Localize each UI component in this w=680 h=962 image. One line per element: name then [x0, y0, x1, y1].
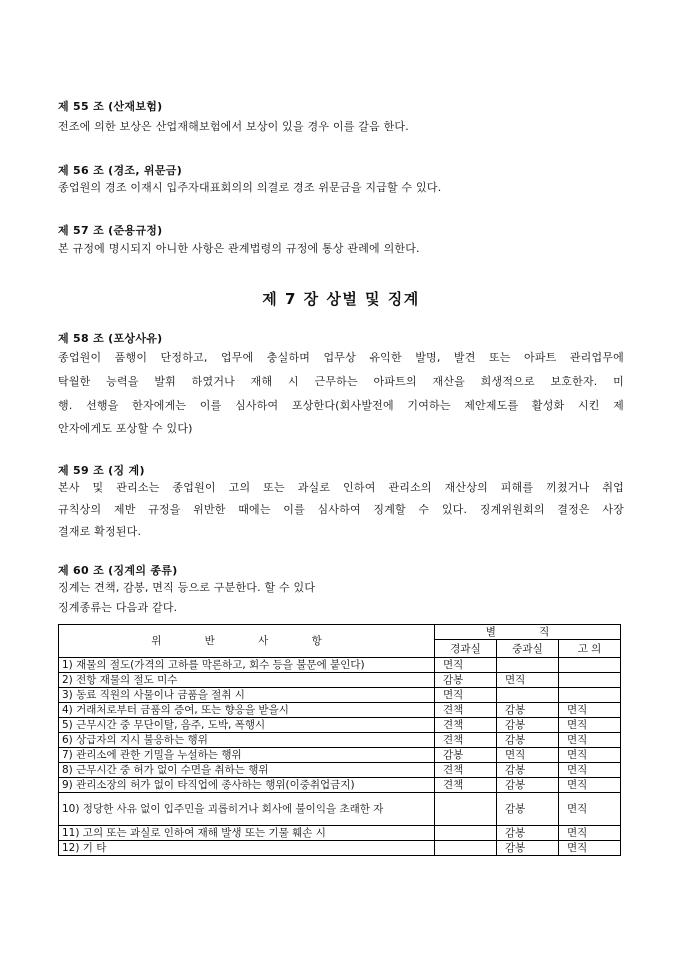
light-negligence-header: 경과실 [435, 640, 497, 658]
article-59-line-1: 본사 및 관리소는 종업원이 고의 또는 과실로 인하여 관리소의 재산상의 피해를 끼쳤거나 취업 [58, 481, 624, 494]
intent-penalty-cell: 면직 [559, 763, 621, 778]
discipline-table [58, 624, 621, 856]
heavy-penalty-cell: 감봉 [497, 703, 559, 718]
table-row [59, 763, 621, 778]
heavy-penalty-cell: 감봉 [497, 718, 559, 733]
table-row [59, 688, 621, 703]
light-penalty-cell: 견책 [435, 718, 497, 733]
table-header-row [59, 625, 621, 640]
intent-penalty-cell [559, 673, 621, 688]
heavy-penalty-cell: 감봉 [497, 733, 559, 748]
light-penalty-cell: 견책 [435, 703, 497, 718]
violation-item: 2) 전항 재물의 절도 미수 [59, 673, 435, 688]
table-row [59, 778, 621, 793]
intent-penalty-cell: 면직 [559, 733, 621, 748]
heavy-penalty-cell: 감봉 [497, 793, 559, 826]
penalty-column-header: 별 직 [435, 625, 621, 640]
table-row [59, 718, 621, 733]
violation-item: 1) 재물의 절도(가격의 고하를 막론하고, 회수 등을 불문에 붙인다) [59, 658, 435, 673]
chapter-title: 제 7 장 상벌 및 징계 [262, 290, 420, 308]
article-56-body: 종업원의 경조 이재시 입주자대표회의의 의결로 경조 위문금을 지급할 수 있다. [58, 181, 442, 194]
article-57-body: 본 규정에 명시되지 아니한 사항은 관계법령의 규정에 통상 관례에 의한다. [58, 242, 420, 255]
table-row [59, 793, 621, 826]
light-penalty-cell [435, 841, 497, 856]
article-60-line-1: 징계는 견책, 감봉, 면직 등으로 구분한다. 할 수 있다 [58, 581, 316, 594]
intent-penalty-cell: 면직 [559, 748, 621, 763]
violation-item: 10) 정당한 사유 없이 입주민을 괴롭히거나 회사에 불이익을 초래한 자 [59, 793, 435, 826]
article-60-title: 제 60 조 (징계의 종류) [58, 564, 178, 577]
article-58-line-3: 행. 선행을 한자에게는 이를 심사하여 포상한다(회사발전에 기여하는 제안제도를 활성화 시킨 제 [58, 399, 624, 412]
heavy-penalty-cell: 면직 [497, 748, 559, 763]
article-58-title: 제 58 조 (포상사유) [58, 332, 163, 345]
article-58-line-4: 안자에게도 포상할 수 있다) [58, 422, 193, 435]
light-penalty-cell: 견책 [435, 763, 497, 778]
article-60-line-2: 징계종류는 다음과 같다. [58, 601, 178, 614]
gross-negligence-header: 중과실 [497, 640, 559, 658]
article-59-title: 제 59 조 (징 계) [58, 464, 145, 477]
heavy-penalty-cell: 감봉 [497, 841, 559, 856]
table-row [59, 826, 621, 841]
intent-penalty-cell: 면직 [559, 841, 621, 856]
light-penalty-cell [435, 793, 497, 826]
light-penalty-cell: 견책 [435, 778, 497, 793]
intent-penalty-cell [559, 688, 621, 703]
heavy-penalty-cell: 면직 [497, 673, 559, 688]
table-row [59, 658, 621, 673]
light-penalty-cell: 감봉 [435, 748, 497, 763]
intent-penalty-cell: 면직 [559, 793, 621, 826]
violation-item: 9) 관리소장의 허가 없이 타직업에 종사하는 행위(이중취업금지) [59, 778, 435, 793]
violation-item: 12) 기 타 [59, 841, 435, 856]
light-penalty-cell: 견책 [435, 733, 497, 748]
violation-item: 7) 관리소에 관한 기밀을 누설하는 행위 [59, 748, 435, 763]
table-row [59, 841, 621, 856]
violation-item: 4) 거래처로부터 금품의 증여, 또는 향응을 받을시 [59, 703, 435, 718]
heavy-penalty-cell: 감봉 [497, 826, 559, 841]
light-penalty-cell [435, 826, 497, 841]
light-penalty-cell: 감봉 [435, 673, 497, 688]
heavy-penalty-cell: 감봉 [497, 778, 559, 793]
intent-penalty-cell: 면직 [559, 778, 621, 793]
heavy-penalty-cell [497, 658, 559, 673]
article-59-line-2: 규칙상의 제반 규정을 위반한 때에는 이를 심사하여 징계할 수 있다. 징계위원회의 결정은 사장 [58, 503, 624, 516]
article-55-title: 제 55 조 (산재보험) [58, 100, 163, 113]
intent-penalty-cell: 면직 [559, 703, 621, 718]
table-row [59, 703, 621, 718]
violation-item: 8) 근무시간 중 허가 없이 수면을 취하는 행위 [59, 763, 435, 778]
article-56-title: 제 56 조 (경조, 위문금) [58, 164, 183, 177]
article-59-line-3: 결재로 확정된다. [58, 525, 142, 538]
intent-penalty-cell: 면직 [559, 718, 621, 733]
heavy-penalty-cell [497, 688, 559, 703]
article-58-line-2: 탁월한 능력을 발휘 하였거나 재해 시 근무하는 아파트의 재산을 희생적으로 보호한자. 미 [58, 375, 624, 388]
article-57-title: 제 57 조 (준용규정) [58, 224, 163, 237]
light-penalty-cell: 면직 [435, 658, 497, 673]
article-55-body: 전조에 의한 보상은 산업재해보험에서 보상이 있을 경우 이를 갈음 한다. [58, 120, 409, 133]
light-penalty-cell: 면직 [435, 688, 497, 703]
violation-column-header: 위 반 사 항 [59, 625, 435, 658]
violation-item: 3) 동료 직원의 사물이나 금품을 절취 시 [59, 688, 435, 703]
table-row [59, 748, 621, 763]
table-row [59, 673, 621, 688]
article-58-line-1: 종업원이 품행이 단정하고, 업무에 충실하며 업무상 유익한 발명, 발견 또는 아파트 관리업무에 [58, 351, 624, 364]
violation-item: 6) 상급자의 지시 불응하는 행위 [59, 733, 435, 748]
violation-item: 11) 고의 또는 과실로 인하여 재해 발생 또는 기물 훼손 시 [59, 826, 435, 841]
heavy-penalty-cell: 감봉 [497, 763, 559, 778]
intent-penalty-cell [559, 658, 621, 673]
violation-item: 5) 근무시간 중 무단이탈, 음주, 도박, 폭행시 [59, 718, 435, 733]
intent-penalty-cell: 면직 [559, 826, 621, 841]
intentional-header: 고 의 [559, 640, 621, 658]
table-row [59, 733, 621, 748]
